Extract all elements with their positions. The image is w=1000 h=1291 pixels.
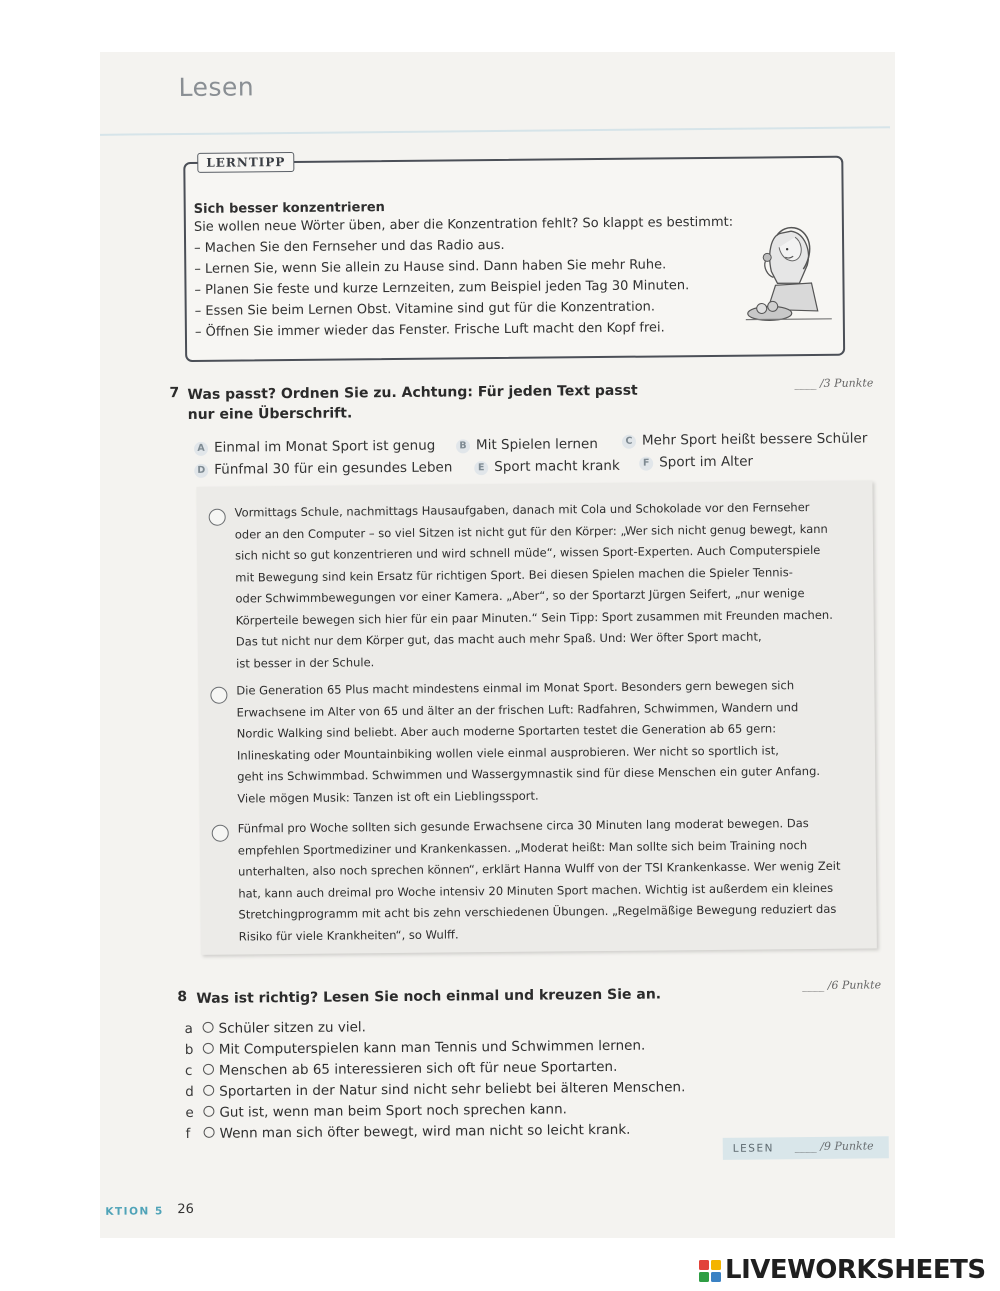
text-line: unterhalten, also noch sprechen können“, erklärt Hanna Wulff von der TSI Krankenkasse. Wer wenig Zeit: [238, 858, 841, 879]
heading-option-f: [639, 454, 753, 471]
option-text: Sport macht krank: [494, 457, 620, 476]
text-line: empfehlen Sportmediziner und Krankenkassen. „Moderat heißt: Man sollte sich beim Training noch: [237, 837, 808, 858]
option-text: Fünfmal 30 für ein gesundes Leben: [214, 459, 453, 478]
statement-answer-circle[interactable]: [204, 1127, 215, 1138]
lerntipp-box: [183, 156, 845, 362]
task-7-instruction-line: Was passt? Ordnen Sie zu. Achtung: Für jeden Text passt: [187, 382, 638, 403]
heading-option-e: [474, 458, 620, 475]
text-3-answer-circle[interactable]: [212, 825, 229, 842]
text-line: oder Schwimmbewegungen vor einer Kamera. „Aber“, so der Sportarzt Jürgen Seifert, „nur wenige: [235, 586, 805, 606]
task-8-number: 8: [177, 989, 188, 1006]
task-8-points: ____ /6 Punkte: [802, 978, 882, 993]
statement-text: Menschen ab 65 interessieren sich oft für neue Sportarten.: [218, 1058, 618, 1079]
statement-d: [185, 1079, 685, 1100]
header-rule: [100, 126, 890, 136]
text-2-answer-circle[interactable]: [210, 687, 227, 704]
task-7-instruction-line: nur eine Überschrift.: [187, 405, 353, 423]
statement-text: Sportarten in der Natur sind nicht sehr beliebt bei älteren Menschen.: [219, 1079, 686, 1100]
text-1-answer-circle[interactable]: [209, 509, 226, 526]
statement-letter: c: [184, 1062, 193, 1080]
statement-letter: d: [185, 1083, 194, 1101]
option-letter-badge: C: [622, 435, 636, 449]
option-text: Einmal im Monat Sport ist genug: [213, 437, 436, 456]
score-points: ____ /9 Punkte: [794, 1139, 874, 1154]
score-label: LESEN: [732, 1142, 774, 1155]
footer-page-number: 26: [177, 1201, 194, 1218]
text-line: Fünfmal pro Woche sollten sich gesunde Erwachsene circa 30 Minuten lang moderat bewegen. Das: [237, 816, 809, 836]
text-line: Körperteile bewegen sich hier für ein paar Minuten.“ Sein Tipp: Sport zusammen mit Freunden machen.: [235, 607, 833, 628]
text-line: hat, kann auch dreimal pro Woche intensiv 20 Minuten Sport machen. Wichtig ist außerdem ein kleines: [238, 880, 834, 901]
text-line: mit Bewegung sind kein Ersatz für richtigen Sport. Bei diesen Spielen machen die Spieler Tennis-: [235, 564, 793, 585]
lerntipp-line: – Öffnen Sie immer wieder das Fenster. Frische Luft macht den Kopf frei.: [194, 320, 665, 340]
option-letter-badge: D: [194, 464, 208, 478]
reading-text-3: [238, 813, 859, 948]
lerntipp-line: – Essen Sie beim Lernen Obst. Vitamine sind gut für die Konzentration.: [194, 299, 656, 319]
statement-answer-circle[interactable]: [203, 1085, 214, 1096]
liveworksheets-brand[interactable]: [699, 1257, 994, 1287]
text-line: Inlineskating oder Mountainbiking wollen viele einmal ausprobieren. Wer nicht so sportlich ist,: [236, 742, 779, 763]
statement-a: [185, 1019, 366, 1037]
statement-answer-circle[interactable]: [203, 1064, 214, 1075]
heading-option-d: [194, 459, 452, 477]
text-line: Nordic Walking sind beliebt. Aber auch moderne Sportarten testet die Generation ab 65 gern:: [236, 721, 777, 741]
statement-answer-circle[interactable]: [203, 1043, 214, 1054]
heading-option-b: [456, 436, 598, 453]
footer-lektion: KTION 5: [105, 1205, 164, 1218]
task-7-instruction: [187, 381, 638, 425]
statement-answer-circle[interactable]: [203, 1022, 214, 1033]
worksheet-page: [100, 52, 895, 1238]
section-title: Lesen: [178, 72, 255, 103]
text-line: Risiko für viele Krankheiten“, so Wulff.: [238, 926, 459, 944]
liveworksheets-logo-icon: [699, 1260, 721, 1282]
lerntipp-line: – Machen Sie den Fernseher und das Radio aus.: [194, 237, 505, 256]
statement-text: Gut ist, wenn man beim Sport noch sprechen kann.: [219, 1101, 568, 1121]
lerntipp-tag: LERNTIPP: [197, 152, 294, 173]
option-text: Sport im Alter: [659, 453, 754, 471]
statement-letter: b: [184, 1041, 194, 1059]
text-line: sich nicht so gut konzentrieren und wird schnell müde“, wissen Sport-Experten. Auch Computerspiele: [234, 542, 821, 563]
woman-eating-fruit-illustration: [741, 213, 834, 332]
text-line: geht ins Schwimmbad. Schwimmen und Wassergymnastik sind für diese Menschen ein guter Anfang.: [237, 763, 821, 784]
option-letter-badge: B: [456, 439, 470, 453]
statement-letter: f: [185, 1125, 191, 1143]
text-line: Stretchingprogramm mit acht bis zehn verschiedenen Übungen. „Regelmäßige Bewegung reduziert das: [238, 901, 837, 922]
statement-text: Mit Computerspielen kann man Tennis und Schwimmen lernen.: [218, 1037, 646, 1058]
statement-e: [185, 1101, 567, 1121]
option-text: Mehr Sport heißt bessere Schüler: [641, 430, 868, 449]
statement-letter: e: [185, 1104, 194, 1122]
statement-text: Schüler sitzen zu viel.: [218, 1019, 367, 1037]
option-letter-badge: F: [639, 457, 653, 471]
statement-b: [185, 1038, 646, 1058]
text-line: Vormittags Schule, nachmittags Hausaufgaben, danach mit Cola und Schokolade vor den Fernseher: [234, 500, 810, 520]
reading-text-1: [235, 497, 857, 675]
statement-answer-circle[interactable]: [203, 1106, 214, 1117]
reading-text-2: [236, 675, 857, 810]
option-letter-badge: A: [194, 442, 208, 456]
heading-option-c: [622, 430, 868, 448]
task-8-instruction: Was ist richtig? Lesen Sie noch einmal und kreuzen Sie an.: [196, 986, 662, 1007]
statement-text: Wenn man sich öfter bewegt, wird man nicht so leicht krank.: [219, 1121, 631, 1142]
statement-letter: a: [184, 1020, 193, 1038]
option-text: Mit Spielen lernen: [475, 436, 598, 454]
text-line: Die Generation 65 Plus macht mindestens einmal im Monat Sport. Besonders gern bewegen sich: [236, 678, 795, 698]
option-letter-badge: E: [474, 461, 488, 475]
text-line: ist besser in der Schule.: [236, 654, 375, 671]
text-line: Viele mögen Musik: Tanzen ist oft ein Lieblingssport.: [237, 788, 539, 806]
brand-name: LIVEWORKSHEETS: [725, 1255, 986, 1285]
lerntipp-line: Sie wollen neue Wörter üben, aber die Konzentration fehlt? So klappt es bestimmt:: [193, 214, 734, 235]
text-line: oder an den Computer – so viel Sitzen ist nicht gut für den Körper: „Wer sich nicht genug bewegt, kann: [234, 521, 828, 542]
task-7-number: 7: [169, 385, 180, 402]
lesen-score-bar: [723, 1136, 889, 1160]
lerntipp-heading: Sich besser konzentrieren: [193, 200, 385, 217]
statement-f: [186, 1122, 631, 1142]
text-line: Erwachsene im Alter von 65 und älter an der frischen Luft: Radfahren, Schwimmen, Wandern und: [236, 699, 799, 720]
task-7-points: ____ /3 Punkte: [794, 376, 874, 391]
lerntipp-line: – Lernen Sie, wenn Sie allein zu Hause sind. Dann haben Sie mehr Ruhe.: [194, 257, 667, 277]
heading-option-a: [194, 438, 435, 456]
text-line: Das tut nicht nur dem Körper gut, das macht auch mehr Spaß. Und: Wer öfter Sport macht,: [235, 629, 762, 649]
statement-c: [185, 1059, 618, 1079]
lerntipp-line: – Planen Sie feste und kurze Lernzeiten, zum Beispiel jeden Tag 30 Minuten.: [194, 278, 690, 298]
reading-texts-panel: [196, 480, 876, 954]
